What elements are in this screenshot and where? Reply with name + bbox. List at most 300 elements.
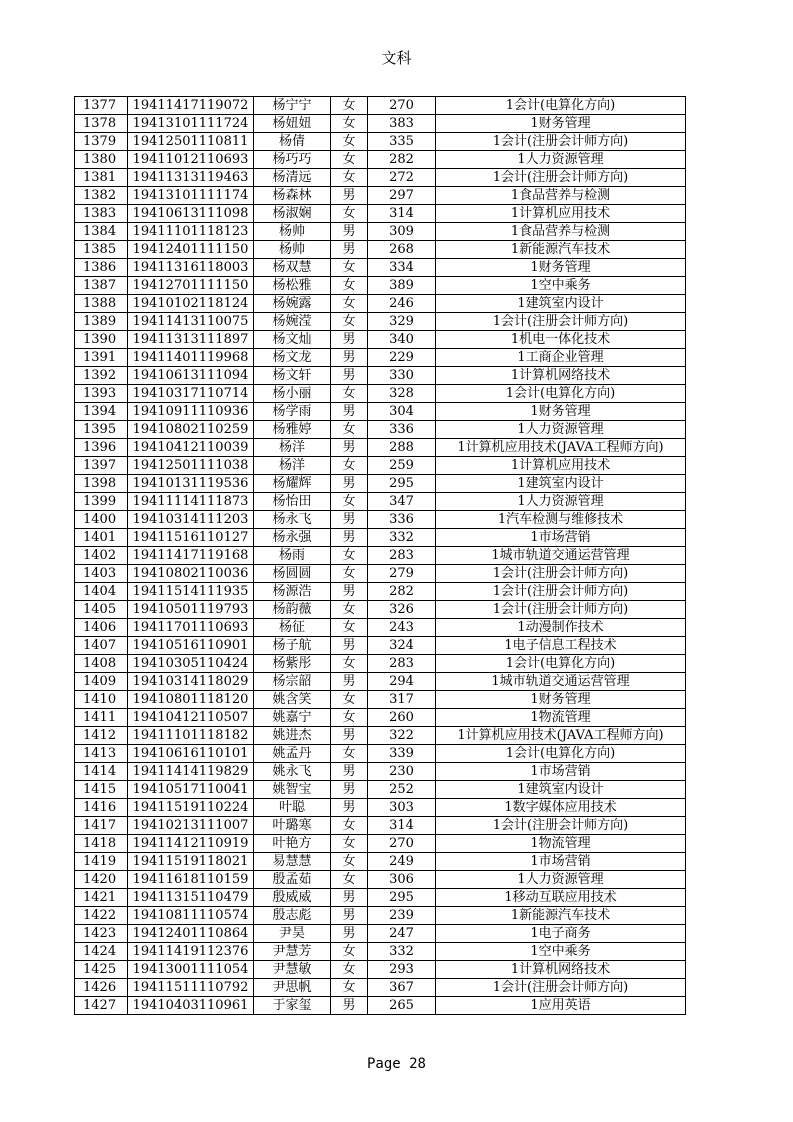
exam-id-cell: 19410102118124: [128, 295, 254, 313]
major-cell: 1空中乘务: [436, 943, 686, 961]
score-cell: 309: [368, 223, 436, 241]
exam-id-cell: 19411419112376: [128, 943, 254, 961]
major-cell: 1空中乘务: [436, 277, 686, 295]
gender-cell: 女: [331, 97, 368, 115]
seq-cell: 1422: [75, 907, 128, 925]
major-cell: 1计算机应用技术(JAVA工程师方向): [436, 727, 686, 745]
gender-cell: 女: [331, 385, 368, 403]
seq-cell: 1379: [75, 133, 128, 151]
name-cell: 杨韵薇: [254, 601, 331, 619]
name-cell: 杨淑娴: [254, 205, 331, 223]
seq-cell: 1408: [75, 655, 128, 673]
major-cell: 1会计(注册会计师方向): [436, 133, 686, 151]
major-cell: 1数字媒体应用技术: [436, 799, 686, 817]
major-cell: 1会计(电算化方向): [436, 385, 686, 403]
seq-cell: 1392: [75, 367, 128, 385]
exam-id-cell: 19411511110792: [128, 979, 254, 997]
table-row: [75, 115, 686, 133]
page-title: 文科: [381, 49, 412, 67]
table-row: [75, 997, 686, 1015]
table-row: [75, 637, 686, 655]
major-cell: 1会计(注册会计师方向): [436, 817, 686, 835]
table-row: [75, 403, 686, 421]
score-cell: 329: [368, 313, 436, 331]
table-row: [75, 889, 686, 907]
gender-cell: 女: [331, 169, 368, 187]
gender-cell: 女: [331, 277, 368, 295]
exam-id-cell: 19410613111098: [128, 205, 254, 223]
major-cell: 1工商企业管理: [436, 349, 686, 367]
seq-cell: 1423: [75, 925, 128, 943]
exam-id-cell: 19412701111150: [128, 277, 254, 295]
page-number: Page 28: [366, 1056, 426, 1072]
table-row: [75, 187, 686, 205]
name-cell: 殷志彪: [254, 907, 331, 925]
major-cell: 1人力资源管理: [436, 421, 686, 439]
name-cell: 杨文轩: [254, 367, 331, 385]
score-cell: 230: [368, 763, 436, 781]
exam-id-cell: 19410412110507: [128, 709, 254, 727]
major-cell: 1财务管理: [436, 115, 686, 133]
gender-cell: 女: [331, 565, 368, 583]
exam-id-cell: 19411313119463: [128, 169, 254, 187]
seq-cell: 1413: [75, 745, 128, 763]
name-cell: 于家玺: [254, 997, 331, 1015]
major-cell: 1计算机网络技术: [436, 367, 686, 385]
exam-id-cell: 19410801118120: [128, 691, 254, 709]
name-cell: 杨怡田: [254, 493, 331, 511]
name-cell: 杨清远: [254, 169, 331, 187]
score-cell: 268: [368, 241, 436, 259]
gender-cell: 女: [331, 295, 368, 313]
score-cell: 339: [368, 745, 436, 763]
name-cell: 杨妞妞: [254, 115, 331, 133]
gender-cell: 男: [331, 241, 368, 259]
major-cell: 1财务管理: [436, 691, 686, 709]
score-cell: 332: [368, 943, 436, 961]
score-cell: 249: [368, 853, 436, 871]
score-cell: 347: [368, 493, 436, 511]
major-cell: 1城市轨道交通运营管理: [436, 673, 686, 691]
exam-id-cell: 19410403110961: [128, 997, 254, 1015]
name-cell: 姚孟丹: [254, 745, 331, 763]
exam-id-cell: 19412401110864: [128, 925, 254, 943]
seq-cell: 1383: [75, 205, 128, 223]
table-row: [75, 547, 686, 565]
gender-cell: 女: [331, 619, 368, 637]
exam-id-cell: 19410317110714: [128, 385, 254, 403]
major-cell: 1移动互联应用技术: [436, 889, 686, 907]
score-cell: 283: [368, 547, 436, 565]
exam-id-cell: 19411514111935: [128, 583, 254, 601]
major-cell: 1电子信息工程技术: [436, 637, 686, 655]
table-row: [75, 835, 686, 853]
gender-cell: 女: [331, 745, 368, 763]
major-cell: 1建筑室内设计: [436, 781, 686, 799]
name-cell: 杨雅婷: [254, 421, 331, 439]
exam-id-cell: 19410131119536: [128, 475, 254, 493]
seq-cell: 1420: [75, 871, 128, 889]
exam-id-cell: 19411413110075: [128, 313, 254, 331]
seq-cell: 1377: [75, 97, 128, 115]
major-cell: 1应用英语: [436, 997, 686, 1015]
table-row: [75, 655, 686, 673]
exam-id-cell: 19410501119793: [128, 601, 254, 619]
gender-cell: 男: [331, 637, 368, 655]
score-cell: 340: [368, 331, 436, 349]
score-cell: 324: [368, 637, 436, 655]
table-row: [75, 799, 686, 817]
seq-cell: 1390: [75, 331, 128, 349]
gender-cell: 女: [331, 961, 368, 979]
gender-cell: 男: [331, 673, 368, 691]
gender-cell: 男: [331, 403, 368, 421]
table-row: [75, 331, 686, 349]
major-cell: 1会计(注册会计师方向): [436, 979, 686, 997]
score-cell: 288: [368, 439, 436, 457]
seq-cell: 1415: [75, 781, 128, 799]
name-cell: 杨圆圆: [254, 565, 331, 583]
table-row: [75, 475, 686, 493]
table-row: [75, 241, 686, 259]
seq-cell: 1389: [75, 313, 128, 331]
exam-id-cell: 19411701110693: [128, 619, 254, 637]
table-row: [75, 817, 686, 835]
name-cell: 叶璐寒: [254, 817, 331, 835]
gender-cell: 女: [331, 493, 368, 511]
score-cell: 334: [368, 259, 436, 277]
name-cell: 姚智宝: [254, 781, 331, 799]
seq-cell: 1416: [75, 799, 128, 817]
name-cell: 姚嘉宁: [254, 709, 331, 727]
seq-cell: 1401: [75, 529, 128, 547]
major-cell: 1会计(注册会计师方向): [436, 601, 686, 619]
gender-cell: 男: [331, 727, 368, 745]
seq-cell: 1395: [75, 421, 128, 439]
major-cell: 1市场营销: [436, 853, 686, 871]
seq-cell: 1419: [75, 853, 128, 871]
seq-cell: 1424: [75, 943, 128, 961]
table-row: [75, 925, 686, 943]
major-cell: 1人力资源管理: [436, 871, 686, 889]
seq-cell: 1405: [75, 601, 128, 619]
table-row: [75, 385, 686, 403]
major-cell: 1计算机应用技术: [436, 457, 686, 475]
score-cell: 260: [368, 709, 436, 727]
gender-cell: 男: [331, 907, 368, 925]
score-cell: 383: [368, 115, 436, 133]
seq-cell: 1417: [75, 817, 128, 835]
score-cell: 314: [368, 817, 436, 835]
seq-cell: 1399: [75, 493, 128, 511]
table-row: [75, 871, 686, 889]
name-cell: 叶聪: [254, 799, 331, 817]
major-cell: 1电子商务: [436, 925, 686, 943]
name-cell: 尹昊: [254, 925, 331, 943]
name-cell: 杨小丽: [254, 385, 331, 403]
score-cell: 246: [368, 295, 436, 313]
major-cell: 1物流管理: [436, 709, 686, 727]
seq-cell: 1385: [75, 241, 128, 259]
gender-cell: 男: [331, 439, 368, 457]
gender-cell: 男: [331, 367, 368, 385]
seq-cell: 1418: [75, 835, 128, 853]
seq-cell: 1384: [75, 223, 128, 241]
gender-cell: 女: [331, 205, 368, 223]
gender-cell: 男: [331, 763, 368, 781]
table-row: [75, 673, 686, 691]
major-cell: 1计算机网络技术: [436, 961, 686, 979]
admission-table: [74, 96, 686, 1015]
table-row: [75, 907, 686, 925]
exam-id-cell: 19410314111203: [128, 511, 254, 529]
table-body: [75, 97, 686, 1015]
score-cell: 282: [368, 151, 436, 169]
score-cell: 247: [368, 925, 436, 943]
gender-cell: 男: [331, 997, 368, 1015]
table-row: [75, 97, 686, 115]
seq-cell: 1398: [75, 475, 128, 493]
score-cell: 272: [368, 169, 436, 187]
gender-cell: 男: [331, 781, 368, 799]
name-cell: 杨永强: [254, 529, 331, 547]
name-cell: 杨巧巧: [254, 151, 331, 169]
gender-cell: 女: [331, 871, 368, 889]
seq-cell: 1412: [75, 727, 128, 745]
score-cell: 304: [368, 403, 436, 421]
gender-cell: 女: [331, 655, 368, 673]
gender-cell: 女: [331, 835, 368, 853]
major-cell: 1建筑室内设计: [436, 475, 686, 493]
table-row: [75, 727, 686, 745]
major-cell: 1财务管理: [436, 403, 686, 421]
name-cell: 杨帅: [254, 223, 331, 241]
seq-cell: 1425: [75, 961, 128, 979]
table-row: [75, 583, 686, 601]
name-cell: 杨帅: [254, 241, 331, 259]
exam-id-cell: 19412401111150: [128, 241, 254, 259]
seq-cell: 1391: [75, 349, 128, 367]
major-cell: 1计算机应用技术(JAVA工程师方向): [436, 439, 686, 457]
name-cell: 杨学雨: [254, 403, 331, 421]
gender-cell: 女: [331, 709, 368, 727]
score-cell: 367: [368, 979, 436, 997]
name-cell: 杨双慧: [254, 259, 331, 277]
name-cell: 杨倩: [254, 133, 331, 151]
name-cell: 杨紫彤: [254, 655, 331, 673]
exam-id-cell: 19410802110036: [128, 565, 254, 583]
score-cell: 270: [368, 97, 436, 115]
table-row: [75, 493, 686, 511]
name-cell: 姚进杰: [254, 727, 331, 745]
seq-cell: 1396: [75, 439, 128, 457]
table-row: [75, 943, 686, 961]
exam-id-cell: 19411313111897: [128, 331, 254, 349]
gender-cell: 女: [331, 979, 368, 997]
table-row: [75, 169, 686, 187]
score-cell: 322: [368, 727, 436, 745]
gender-cell: 女: [331, 115, 368, 133]
score-cell: 294: [368, 673, 436, 691]
name-cell: 杨松雅: [254, 277, 331, 295]
major-cell: 1会计(注册会计师方向): [436, 565, 686, 583]
gender-cell: 男: [331, 349, 368, 367]
major-cell: 1建筑室内设计: [436, 295, 686, 313]
seq-cell: 1421: [75, 889, 128, 907]
name-cell: 杨源浩: [254, 583, 331, 601]
gender-cell: 男: [331, 331, 368, 349]
exam-id-cell: 19410616110101: [128, 745, 254, 763]
gender-cell: 女: [331, 421, 368, 439]
score-cell: 229: [368, 349, 436, 367]
score-cell: 239: [368, 907, 436, 925]
score-cell: 328: [368, 385, 436, 403]
score-cell: 293: [368, 961, 436, 979]
seq-cell: 1426: [75, 979, 128, 997]
exam-id-cell: 19410811110574: [128, 907, 254, 925]
table-row: [75, 439, 686, 457]
gender-cell: 女: [331, 457, 368, 475]
name-cell: 杨子航: [254, 637, 331, 655]
major-cell: 1人力资源管理: [436, 151, 686, 169]
exam-id-cell: 19411401119968: [128, 349, 254, 367]
seq-cell: 1386: [75, 259, 128, 277]
major-cell: 1食品营养与检测: [436, 187, 686, 205]
major-cell: 1动漫制作技术: [436, 619, 686, 637]
score-cell: 336: [368, 511, 436, 529]
name-cell: 杨洋: [254, 457, 331, 475]
major-cell: 1市场营销: [436, 529, 686, 547]
name-cell: 杨婉露: [254, 295, 331, 313]
score-cell: 303: [368, 799, 436, 817]
table-row: [75, 691, 686, 709]
major-cell: 1计算机应用技术: [436, 205, 686, 223]
major-cell: 1物流管理: [436, 835, 686, 853]
name-cell: 殷威威: [254, 889, 331, 907]
exam-id-cell: 19411012110693: [128, 151, 254, 169]
gender-cell: 女: [331, 817, 368, 835]
seq-cell: 1402: [75, 547, 128, 565]
table-row: [75, 619, 686, 637]
score-cell: 317: [368, 691, 436, 709]
seq-cell: 1407: [75, 637, 128, 655]
table-row: [75, 277, 686, 295]
name-cell: 姚永飞: [254, 763, 331, 781]
score-cell: 282: [368, 583, 436, 601]
name-cell: 杨宁宁: [254, 97, 331, 115]
exam-id-cell: 19410213111007: [128, 817, 254, 835]
score-cell: 295: [368, 889, 436, 907]
score-cell: 336: [368, 421, 436, 439]
gender-cell: 女: [331, 259, 368, 277]
name-cell: 叶艳方: [254, 835, 331, 853]
exam-id-cell: 19411417119072: [128, 97, 254, 115]
name-cell: 杨雨: [254, 547, 331, 565]
major-cell: 1食品营养与检测: [436, 223, 686, 241]
exam-id-cell: 19411412110919: [128, 835, 254, 853]
score-cell: 326: [368, 601, 436, 619]
exam-id-cell: 19410412110039: [128, 439, 254, 457]
name-cell: 尹慧芳: [254, 943, 331, 961]
seq-cell: 1380: [75, 151, 128, 169]
seq-cell: 1382: [75, 187, 128, 205]
seq-cell: 1393: [75, 385, 128, 403]
exam-id-cell: 19410516110901: [128, 637, 254, 655]
exam-id-cell: 19410911110936: [128, 403, 254, 421]
score-cell: 265: [368, 997, 436, 1015]
gender-cell: 女: [331, 691, 368, 709]
seq-cell: 1400: [75, 511, 128, 529]
score-cell: 252: [368, 781, 436, 799]
table-row: [75, 601, 686, 619]
major-cell: 1财务管理: [436, 259, 686, 277]
gender-cell: 女: [331, 943, 368, 961]
gender-cell: 男: [331, 799, 368, 817]
exam-id-cell: 19411315110479: [128, 889, 254, 907]
name-cell: 杨征: [254, 619, 331, 637]
major-cell: 1会计(电算化方向): [436, 655, 686, 673]
seq-cell: 1403: [75, 565, 128, 583]
table-row: [75, 781, 686, 799]
score-cell: 279: [368, 565, 436, 583]
seq-cell: 1378: [75, 115, 128, 133]
name-cell: 杨永飞: [254, 511, 331, 529]
score-cell: 297: [368, 187, 436, 205]
gender-cell: 女: [331, 547, 368, 565]
gender-cell: 女: [331, 133, 368, 151]
table-row: [75, 349, 686, 367]
exam-id-cell: 19410802110259: [128, 421, 254, 439]
score-cell: 259: [368, 457, 436, 475]
score-cell: 283: [368, 655, 436, 673]
exam-id-cell: 19411414119829: [128, 763, 254, 781]
exam-id-cell: 19411101118123: [128, 223, 254, 241]
score-cell: 330: [368, 367, 436, 385]
gender-cell: 女: [331, 601, 368, 619]
gender-cell: 女: [331, 313, 368, 331]
table-row: [75, 223, 686, 241]
name-cell: 易慧慧: [254, 853, 331, 871]
seq-cell: 1410: [75, 691, 128, 709]
gender-cell: 女: [331, 853, 368, 871]
exam-id-cell: 19411519118021: [128, 853, 254, 871]
seq-cell: 1406: [75, 619, 128, 637]
name-cell: 尹慧敏: [254, 961, 331, 979]
table-row: [75, 511, 686, 529]
major-cell: 1新能源汽车技术: [436, 241, 686, 259]
major-cell: 1人力资源管理: [436, 493, 686, 511]
seq-cell: 1397: [75, 457, 128, 475]
gender-cell: 女: [331, 151, 368, 169]
name-cell: 姚含笑: [254, 691, 331, 709]
gender-cell: 男: [331, 223, 368, 241]
gender-cell: 男: [331, 889, 368, 907]
major-cell: 1汽车检测与维修技术: [436, 511, 686, 529]
exam-id-cell: 19411417119168: [128, 547, 254, 565]
score-cell: 314: [368, 205, 436, 223]
exam-id-cell: 19411519110224: [128, 799, 254, 817]
name-cell: 杨洋: [254, 439, 331, 457]
score-cell: 335: [368, 133, 436, 151]
table-row: [75, 259, 686, 277]
table-row: [75, 457, 686, 475]
table-row: [75, 205, 686, 223]
major-cell: 1新能源汽车技术: [436, 907, 686, 925]
exam-id-cell: 19411618110159: [128, 871, 254, 889]
table-row: [75, 745, 686, 763]
exam-id-cell: 19411101118182: [128, 727, 254, 745]
name-cell: 杨宗韶: [254, 673, 331, 691]
